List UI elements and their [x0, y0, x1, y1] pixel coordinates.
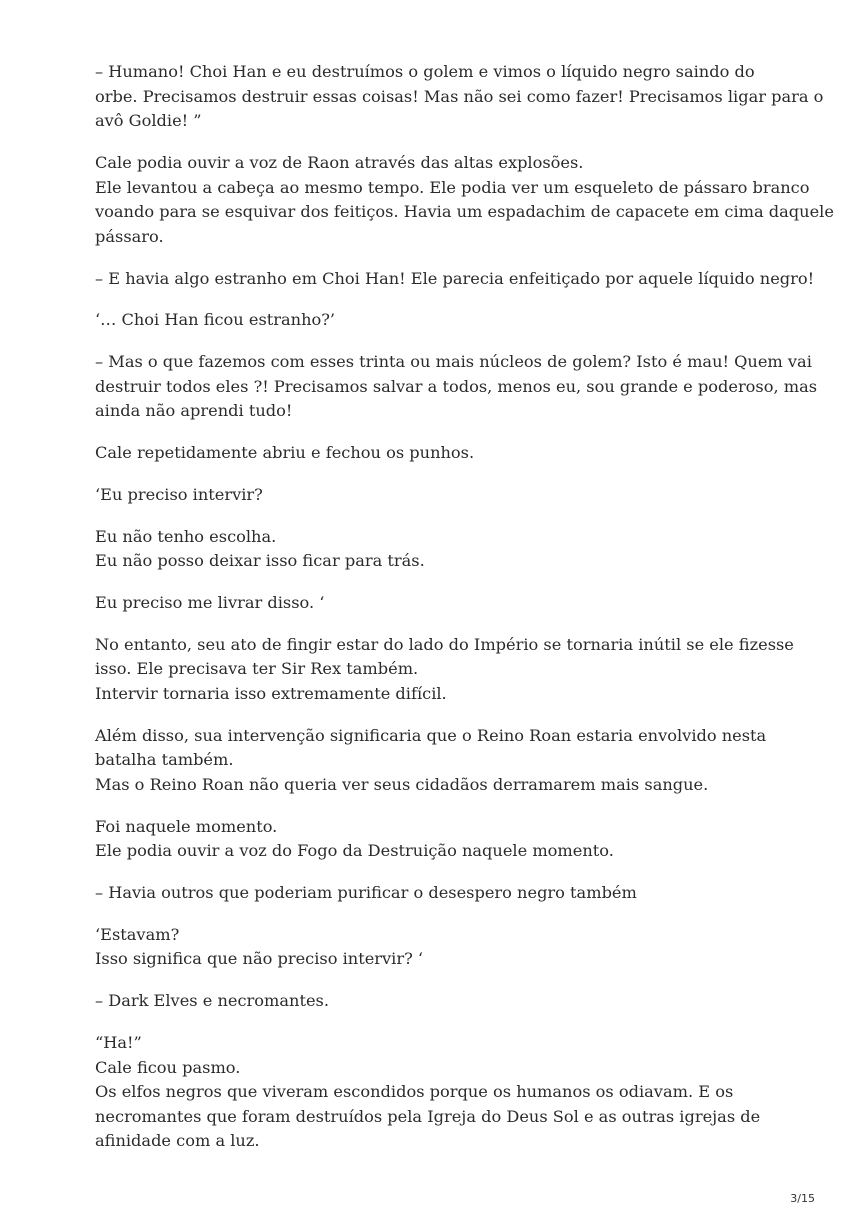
paragraph	[95, 525, 795, 574]
text-line: Isso significa que não preciso intervir? ‘	[95, 949, 424, 969]
paragraph	[95, 815, 795, 864]
text-line: isso. Ele precisava ter Sir Rex também.	[95, 659, 419, 679]
text-line: Foi naquele momento.	[95, 816, 278, 836]
text-line: – Dark Elves e necromantes.	[95, 991, 329, 1011]
text-line: afinidade com a luz.	[95, 1131, 260, 1151]
paragraph	[95, 989, 795, 1014]
text-line: Além disso, sua intervenção significaria que o Reino Roan estaria envolvido nesta	[95, 725, 767, 745]
text-line: necromantes que foram destruídos pela Igreja do Deus Sol e as outras igrejas de	[95, 1106, 761, 1126]
paragraph	[95, 483, 795, 508]
text-line: ‘… Choi Han ficou estranho?’	[95, 310, 336, 330]
text-line: Ele podia ouvir a voz do Fogo da Destruição naquele momento.	[95, 841, 614, 861]
text-line: Cale podia ouvir a voz de Raon através das altas explosões.	[95, 152, 584, 172]
text-line: Ele levantou a cabeça ao mesmo tempo. Ele podia ver um esqueleto de pássaro branco	[95, 177, 810, 197]
text-line: – E havia algo estranho em Choi Han! Ele parecia enfeitiçado por aquele líquido negro!	[95, 268, 815, 288]
text-line: Os elfos negros que viveram escondidos porque os humanos os odiavam. E os	[95, 1082, 734, 1102]
text-line: voando para se esquivar dos feitiços. Havia um espadachim de capacete em cima daquele	[95, 202, 834, 222]
paragraph	[95, 60, 824, 134]
text-line: – Havia outros que poderiam purificar o desespero negro também	[95, 883, 637, 903]
text-line: avô Goldie! ”	[95, 111, 202, 131]
text-line: destruir todos eles ?! Precisamos salvar a todos, menos eu, sou grande e poderoso, mas	[95, 376, 818, 396]
paragraph	[95, 881, 795, 906]
text-line: Eu preciso me livrar disso. ‘	[95, 593, 325, 612]
paragraph	[95, 308, 795, 333]
text-line: Mas o Reino Roan não queria ver seus cidadãos derramarem mais sangue.	[95, 774, 709, 794]
paragraph	[95, 1031, 795, 1154]
text-line: Cale ficou pasmo.	[95, 1057, 241, 1077]
paragraph	[95, 151, 834, 249]
text-line: Eu não tenho escolha.	[95, 526, 277, 546]
text-line: Cale repetidamente abriu e fechou os punhos.	[95, 443, 475, 463]
text-line: pássaro.	[95, 226, 164, 246]
paragraph	[95, 591, 795, 616]
text-line: – Humano! Choi Han e eu destruímos o golem e vimos o líquido negro saindo do	[95, 62, 755, 81]
paragraph	[95, 633, 795, 707]
text-line: No entanto, seu ato de fingir estar do lado do Império se tornaria inútil se ele fizesse	[95, 634, 794, 654]
text-line: “Ha!”	[95, 1033, 142, 1053]
text-line: batalha também.	[95, 750, 234, 770]
paragraph	[95, 923, 795, 972]
paragraph	[95, 441, 795, 466]
text-line: orbe. Precisamos destruir essas coisas! Mas não sei como fazer! Precisamos ligar para o	[95, 86, 824, 106]
text-line: Eu não posso deixar isso ficar para trás.	[95, 551, 425, 571]
document-body	[95, 60, 834, 1171]
text-line: Intervir tornaria isso extremamente difícil.	[95, 683, 447, 703]
page-number: 3/15	[790, 1192, 815, 1205]
text-line: ‘Eu preciso intervir?	[95, 484, 263, 504]
paragraph	[95, 350, 818, 424]
text-line: – Mas o que fazemos com esses trinta ou mais núcleos de golem? Isto é mau! Quem vai	[95, 352, 812, 372]
text-line: ‘Estavam?	[95, 924, 180, 944]
paragraph	[95, 724, 795, 798]
paragraph	[95, 267, 815, 292]
text-line: ainda não aprendi tudo!	[95, 401, 293, 421]
